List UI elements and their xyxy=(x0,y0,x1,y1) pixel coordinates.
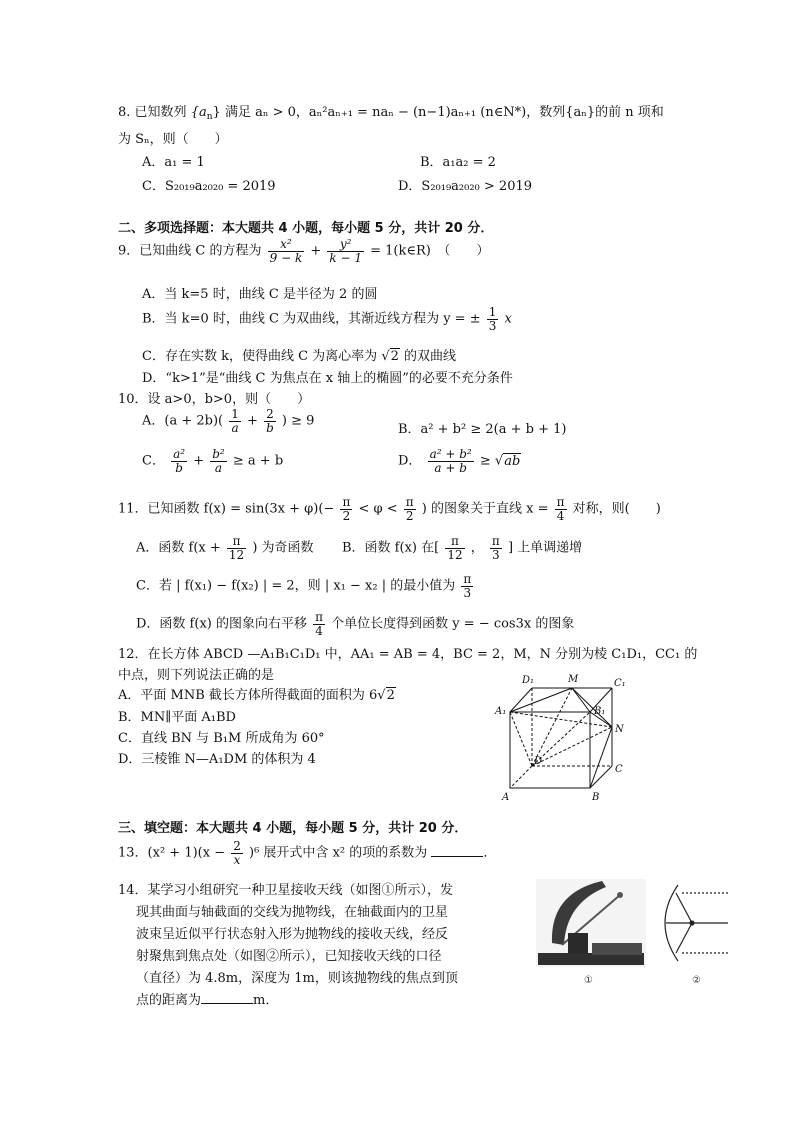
q10-opta-frac2: $\frac{2}{b}$ xyxy=(266,407,274,435)
q11-option-c: C．若 | f(x₁) − f(x₂) | = 2，则 | x₁ − x₂ | 的最小值为 $\frac{\pi}{3}$ xyxy=(136,572,472,600)
q9-fraction-y: $\frac{\text{y²}}{k - 1}$ xyxy=(329,237,362,265)
q9-option-a: A．当 k=5 时，曲线 C 是半径为 2 的圆 xyxy=(142,287,378,302)
q12-option-d: D．三棱锥 N—A₁DM 的体积为 4 xyxy=(118,752,316,767)
q9-optb-fraction: $\frac{1}{3}$ xyxy=(488,305,497,333)
q11-optb-frac2: $\frac{\pi}{3}$ xyxy=(491,534,500,562)
label-a1: A₁ xyxy=(495,706,507,717)
q14-line-2: 现其曲面与轴截面的交线为抛物线，在轴截面内的卫星 xyxy=(136,905,449,920)
q8-option-a: A．a₁ = 1 xyxy=(142,155,205,170)
section-2-heading: 二、多项选择题：本大题共 4 小题，每小题 5 分，共计 20 分． xyxy=(118,221,494,236)
q12-opta-sqrt: 2 xyxy=(386,688,395,703)
satellite-dish-photo xyxy=(536,879,646,967)
q12-stem-line1: 12．在长方体 ABCD —A₁B₁C₁D₁ 中，AA₁ = AB = 4，BC = 2，M，N 分别为棱 C₁D₁，CC₁ 的 xyxy=(118,647,698,662)
q14-answer-blank[interactable] xyxy=(201,991,253,1004)
label-c: C xyxy=(615,764,623,775)
q13-stem: 13．(x² + 1)(x − $\frac{2}{x}$ )⁶ 展开式中含 x² 的项的系数为 ． xyxy=(118,839,497,867)
q11-option-a: A．函数 f(x + $\frac{\pi}{12}$ ) 为奇函数 xyxy=(136,534,314,562)
q11-frac-pi2a: $\frac{\pi}{2}$ xyxy=(342,495,351,523)
q11-stem: 11．已知函数 f(x) = sin(3x + φ)(− $\frac{\pi}{2}$ < φ < $\frac{\pi}{2}$ ) 的图象关于直线 x = $\frac{\pi}{4}$ 对称，则( ) xyxy=(118,495,661,523)
q8-stem-line1: 8. 已知数列 $\{a_n\}$ 满足 aₙ > 0，aₙ²aₙ₊₁ = naₙ − (n−1)aₙ₊₁ (n∈N*)，数列{aₙ}的前 n 项和 xyxy=(118,105,664,122)
q11-frac-pi2b: $\frac{\pi}{2}$ xyxy=(405,495,414,523)
q14-stem xyxy=(118,880,458,1012)
q8-option-d: D．S₂₀₁₉a₂₀₂₀ > 2019 xyxy=(398,179,533,194)
q10-optc-frac2: $\frac{\text{b²}}{a}$ xyxy=(212,447,225,475)
q12-option-b: B．MN∥平面 A₁BD xyxy=(118,710,236,725)
label-m: M xyxy=(568,674,579,685)
q14-line-4: 射聚焦到焦点处（如图②所示），已知接收天线的口径 xyxy=(136,949,442,964)
q14-satellite-figures xyxy=(532,873,737,988)
fig2-caption: ② xyxy=(692,975,701,986)
q10-optd-frac: $\frac{\text{a² + b²}}{a + b}$ xyxy=(429,447,472,475)
q12-option-c: C．直线 BN 与 B₁M 所成角为 60° xyxy=(118,731,325,746)
label-d1: D₁ xyxy=(522,675,535,686)
q10-option-c: C． $\frac{\text{a²}}{b}$ + $\frac{\text{b²}}{a}$ ≥ a + b xyxy=(142,447,284,475)
label-d: D xyxy=(534,756,543,767)
section-3-heading: 三、填空题：本大题共 4 小题，每小题 5 分，共计 20 分． xyxy=(118,821,468,836)
label-b1: B₁ xyxy=(594,706,606,717)
q10-optc-frac1: $\frac{\text{a²}}{b}$ xyxy=(173,447,186,475)
q11-opta-frac: $\frac{\pi}{12}$ xyxy=(228,534,245,562)
q13-answer-blank[interactable] xyxy=(431,844,483,857)
q13-frac: $\frac{2}{x}$ xyxy=(233,839,241,867)
q9-stem-prefix: 9．已知曲线 C 的方程为 xyxy=(118,243,262,259)
q9-stem: 9．已知曲线 C 的方程为 $\frac{\text{x²}}{9 - k}$ + $\frac{\text{y²}}{k - 1}$ = 1(k∈R) （ ） xyxy=(118,237,490,265)
q9-stem-suffix: = 1(k∈R) （ ） xyxy=(370,243,490,259)
q10-optd-sqrt: ab xyxy=(504,453,521,469)
q10-option-d: D． $\frac{\text{a² + b²}}{a + b}$ ≥ √ab xyxy=(398,447,521,475)
q8-option-b: B．a₁a₂ = 2 xyxy=(420,155,496,170)
fig1-caption: ① xyxy=(584,975,593,986)
q11-option-d: D．函数 f(x) 的图象向右平移 $\frac{\pi}{4}$ 个单位长度得到函数 y = − cos3x 的图象 xyxy=(136,610,575,638)
q9-optc-sqrt: 2 xyxy=(390,349,399,364)
q14-line-3: 波束呈近似平行状态射入形为抛物线的接收天线，经反 xyxy=(136,927,449,942)
label-c1: C₁ xyxy=(614,678,626,689)
q11-option-b: B．函数 f(x) 在[ $\frac{\pi}{12}$ ， $\frac{\pi}{3}$ ] 上单调递增 xyxy=(342,534,583,562)
q8-prefix: 已知数列 xyxy=(134,105,187,120)
q9-fraction-x: $\frac{\text{x²}}{9 - k}$ xyxy=(269,237,303,265)
q8-stem-line2: 为 Sₙ，则（ ） xyxy=(118,132,228,147)
q12-cuboid-figure xyxy=(490,670,640,805)
q8-option-c: C．S₂₀₁₉a₂₀₂₀ = 2019 xyxy=(142,179,276,194)
label-b: B xyxy=(592,792,600,803)
q8-number: 8. xyxy=(118,105,131,120)
q11-frac-pi4: $\frac{\pi}{4}$ xyxy=(556,495,565,523)
q11-optd-frac: $\frac{\pi}{4}$ xyxy=(315,610,324,638)
label-n: N xyxy=(615,724,624,735)
q9-option-d: D．“k>1”是“曲线 C 为焦点在 x 轴上的椭圆”的必要不充分条件 xyxy=(142,371,513,386)
q10-option-a: A．(a + 2b)( $\frac{1}{a}$ + $\frac{2}{b}$ ) ≥ 9 xyxy=(142,407,315,435)
q10-stem: 10．设 a>0，b>0，则（ ） xyxy=(118,392,311,407)
q11-optb-frac1: $\frac{\pi}{12}$ xyxy=(447,534,463,562)
q12-stem-line2: 中点，则下列说法正确的是 xyxy=(118,668,275,683)
q8-seq: {a xyxy=(190,105,207,120)
q9-option-c: C．存在实数 k，使得曲线 C 为离心率为 √2 的双曲线 xyxy=(142,349,457,364)
q8-condition: 满足 aₙ > 0，aₙ²aₙ₊₁ = naₙ − (n−1)aₙ₊₁ (n∈N*)，数列{aₙ}的前 n 项和 xyxy=(224,105,664,120)
q10-option-b: B．a² + b² ≥ 2(a + b + 1) xyxy=(398,422,567,437)
q14-line-5: （直径）为 4.8m，深度为 1m，则该抛物线的焦点到顶 xyxy=(136,971,458,986)
q14-line-6: 点的距离为 m． xyxy=(136,993,279,1008)
q12-option-a: A．平面 MNB 截长方体所得截面的面积为 6√2 xyxy=(118,688,395,703)
q14-line-1: 14．某学习小组研究一种卫星接收天线（如图①所示），发 xyxy=(118,883,454,898)
q9-option-b: B．当 k=0 时，曲线 C 为双曲线，其渐近线方程为 y = ± $\frac{1}{3}$ x xyxy=(142,305,512,333)
q11-optc-frac: $\frac{\pi}{3}$ xyxy=(463,572,472,600)
q10-opta-frac1: $\frac{1}{a}$ xyxy=(231,407,239,435)
parabola-diagram xyxy=(665,885,728,961)
label-a: A xyxy=(502,792,510,803)
